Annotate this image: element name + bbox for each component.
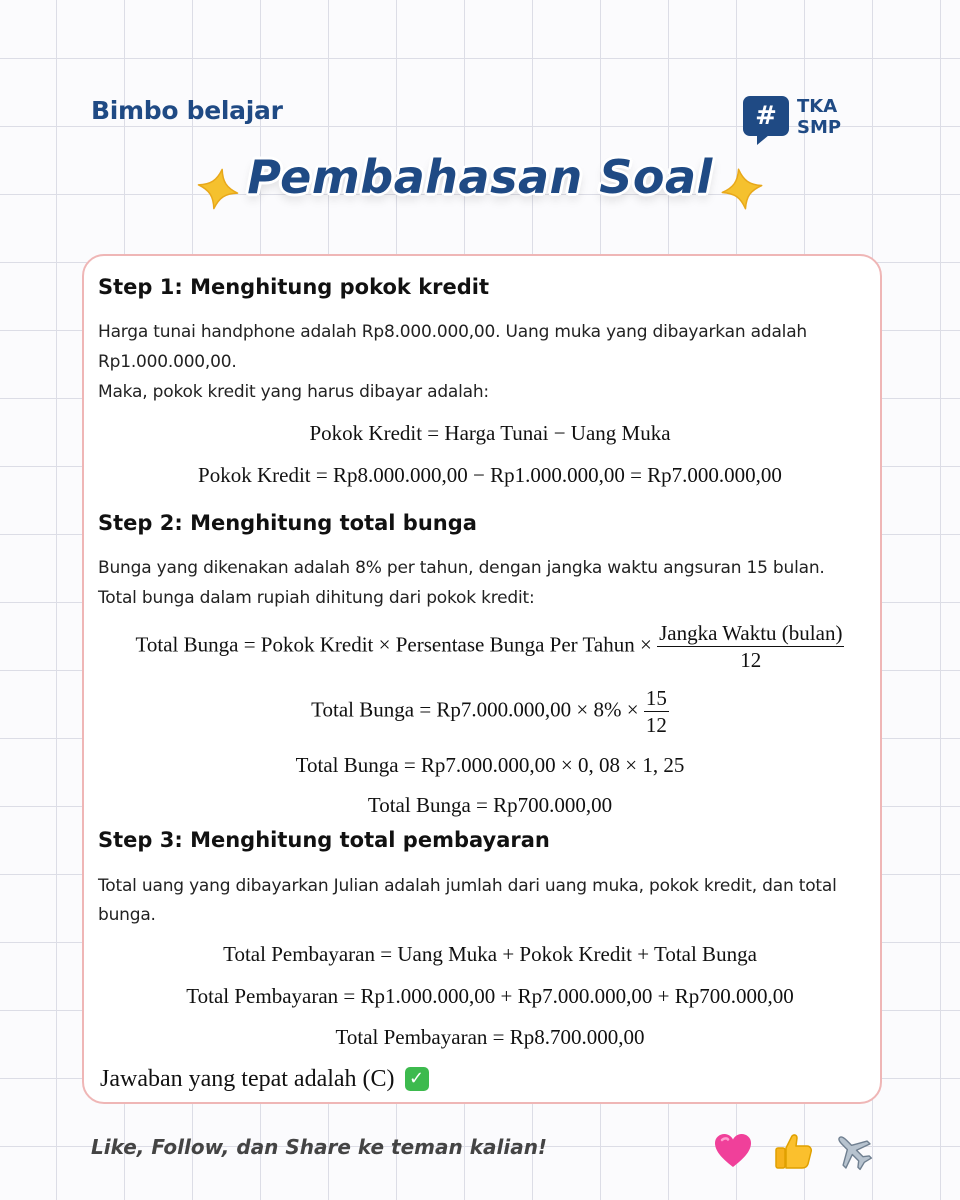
step2-equation-1 [90, 620, 890, 673]
fraction-numerator: 15 [645, 686, 667, 710]
fraction-jangka-waktu [657, 620, 844, 673]
step3-equation-1: Total Pembayaran = Uang Muka + Pokok Kredit + Total Bunga [223, 942, 757, 966]
thumbs-up-icon [772, 1130, 814, 1172]
heart-icon [712, 1130, 754, 1172]
step2-paragraph-line2: Total bunga dalam rupiah dihitung dari pokok kredit: [98, 588, 535, 608]
step1-equation-2: Pokok Kredit = Rp8.000.000,00 − Rp1.000.000,00 = Rp7.000.000,00 [198, 463, 782, 487]
fraction-denominator: 12 [740, 648, 762, 672]
hashtag-icon: # [743, 96, 789, 136]
step3-paragraph-line1: Total uang yang dibayarkan Julian adalah jumlah dari uang muka, pokok kredit, dan total [98, 876, 837, 896]
fraction-15-12 [644, 685, 669, 738]
step2-equation-2 [90, 685, 890, 738]
airplane-icon [832, 1130, 874, 1172]
step3-equation-3: Total Pembayaran = Rp8.700.000,00 [335, 1025, 645, 1049]
fraction-numerator: Jangka Waktu (bulan) [659, 621, 843, 645]
step2-heading: Step 2: Menghitung total bunga [98, 511, 477, 535]
step3-paragraph-line2: bunga. [98, 905, 156, 925]
step2-paragraph-line1: Bunga yang dikenakan adalah 8% per tahun, dengan jangka waktu angsuran 15 bulan. [98, 558, 825, 578]
page-title: Pembahasan Soal [247, 150, 713, 204]
badge-line-tka: TKA [797, 96, 838, 117]
step3-equation-2: Total Pembayaran = Rp1.000.000,00 + Rp7.000.000,00 + Rp700.000,00 [186, 984, 794, 1008]
sparkle-icon [718, 165, 766, 213]
step3-heading: Step 3: Menghitung total pembayaran [98, 828, 550, 852]
step2-equation-4: Total Bunga = Rp700.000,00 [367, 793, 613, 817]
step2-equation-1-lhs: Total Bunga = Pokok Kredit × Persentase Bunga Per Tahun × [135, 632, 652, 657]
brand-name: Bimbo belajar [91, 96, 283, 125]
step1-equation-1: Pokok Kredit = Harga Tunai − Uang Muka [309, 421, 671, 445]
step1-heading: Step 1: Menghitung pokok kredit [98, 275, 490, 299]
tka-smp-badge [743, 96, 841, 138]
footer-call-to-action: Like, Follow, dan Share ke teman kalian! [91, 1135, 548, 1159]
fraction-denominator: 12 [645, 713, 667, 737]
step1-paragraph-line1: Harga tunai handphone adalah Rp8.000.000,00. Uang muka yang dibayarkan adalah [98, 322, 807, 342]
step1-paragraph-line3: Maka, pokok kredit yang harus dibayar adalah: [98, 382, 489, 402]
check-mark-icon: ✓ [405, 1067, 429, 1091]
answer-line [100, 1066, 429, 1093]
step2-equation-2-lhs: Total Bunga = Rp7.000.000,00 × 8% × [311, 697, 639, 722]
badge-text [797, 96, 841, 138]
badge-line-smp: SMP [797, 117, 842, 138]
answer-text: Jawaban yang tepat adalah (C) [100, 1066, 395, 1092]
step2-equation-3: Total Bunga = Rp7.000.000,00 × 0, 08 × 1, 25 [295, 753, 685, 777]
step1-paragraph-line2: Rp1.000.000,00. [98, 352, 237, 372]
